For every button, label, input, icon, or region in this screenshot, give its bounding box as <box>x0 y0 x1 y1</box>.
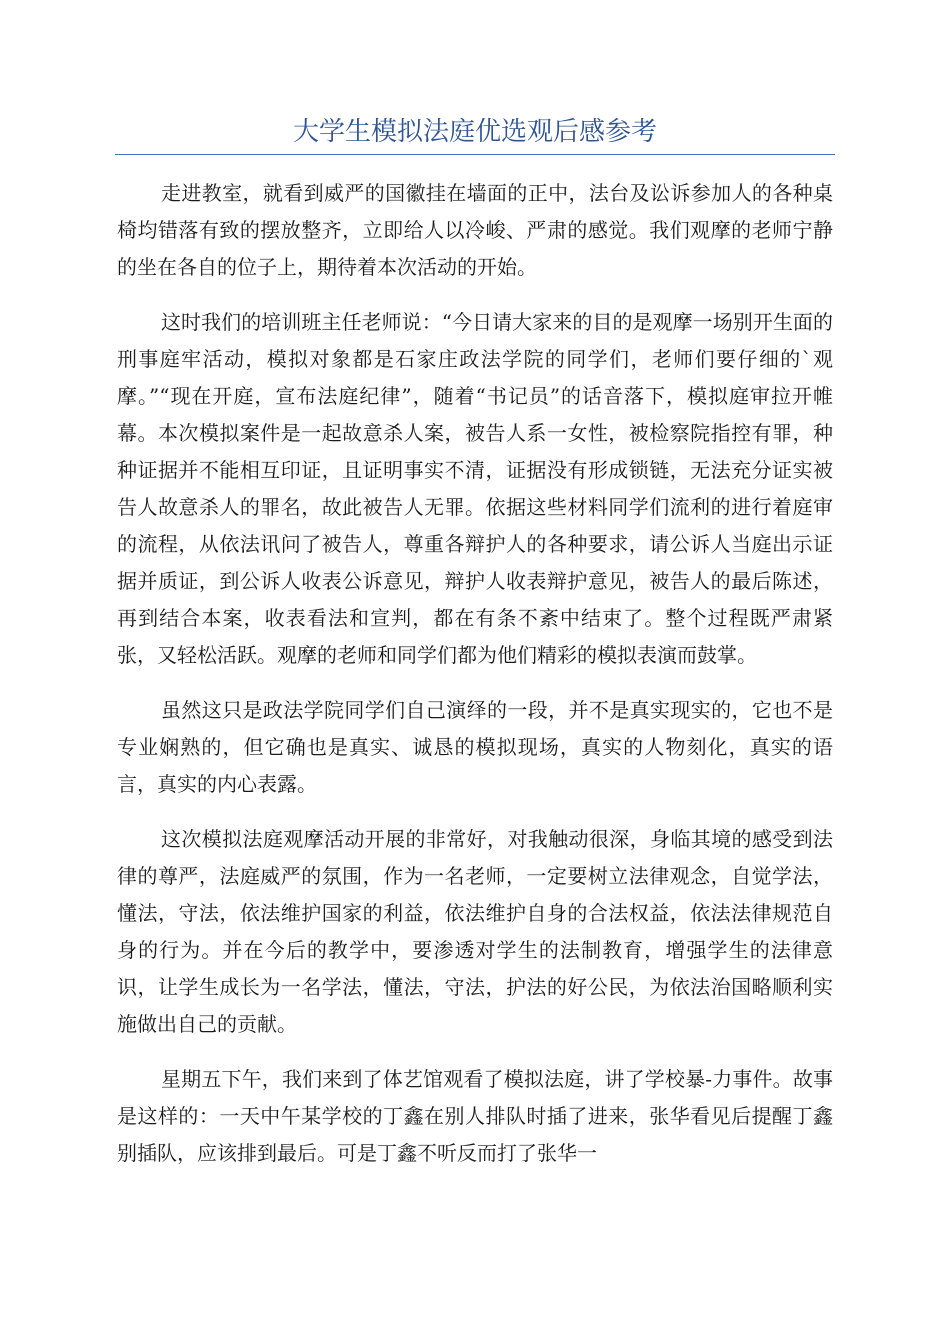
document-body <box>117 175 833 1190</box>
paragraph-1: 走进教室，就看到威严的国徽挂在墙面的正中，法台及讼诉参加人的各种桌椅均错落有致的摆放整齐，立即给人以冷峻、严肃的感觉。我们观摩的老师宁静的坐在各自的位子上，期待着本次活动的开始。 <box>117 181 833 279</box>
paragraph-5: 星期五下午，我们来到了体艺馆观看了模拟法庭，讲了学校暴-力事件。故事是这样的：一天中午某学校的丁鑫在别人排队时插了进来，张华看见后提醒丁鑫别插队，应该排到最后。可是丁鑫不听反而打了张华一 <box>117 1067 833 1165</box>
title-underline <box>115 154 835 155</box>
paragraph-4: 这次模拟法庭观摩活动开展的非常好，对我触动很深，身临其境的感受到法律的尊严，法庭威严的氛围，作为一名老师，一定要树立法律观念，自觉学法，懂法，守法，依法维护国家的利益，依法维护自身的合法权益，依法法律规范自身的行为。并在今后的教学中，要渗透对学生的法制教育，增强学生的法律意识，让学生成长为一名学法，懂法，守法，护法的好公民，为依法治国略顺利实施做出自己的贡献。 <box>117 827 833 1036</box>
paragraph-2: 这时我们的培训班主任老师说：“今日请大家来的目的是观摩一场别开生面的刑事庭牢活动，模拟对象都是石家庄政法学院的同学们，老师们要仔细的`观摩。”“现在开庭，宣布法庭纪律”，随着“书记员”的话音落下，模拟庭审拉开帷幕。本次模拟案件是一起故意杀人案，被告人系一女性，被检察院指控有罪，种种证据并不能相互印证，且证明事实不清，证据没有形成锁链，无法充分证实被告人故意杀人的罪名，故此被告人无罪。依据这些材料同学们流利的进行着庭审的流程，从依法讯问了被告人，尊重各辩护人的各种要求，请公诉人当庭出示证据并质证，到公诉人收表公诉意见，辩护人收表辩护意见，被告人的最后陈述，再到结合本案，收表看法和宣判，都在有条不紊中结束了。整个过程既严肃紧张，又轻松活跃。观摩的老师和同学们都为他们精彩的模拟表演而鼓掌。 <box>117 310 833 667</box>
paragraph-3: 虽然这只是政法学院同学们自己演绎的一段，并不是真实现实的，它也不是专业娴熟的，但它确也是真实、诚恳的模拟现场，真实的人物刻化，真实的语言，真实的内心表露。 <box>117 698 833 796</box>
document-title: 大学生模拟法庭优选观后感参考 <box>292 117 657 147</box>
